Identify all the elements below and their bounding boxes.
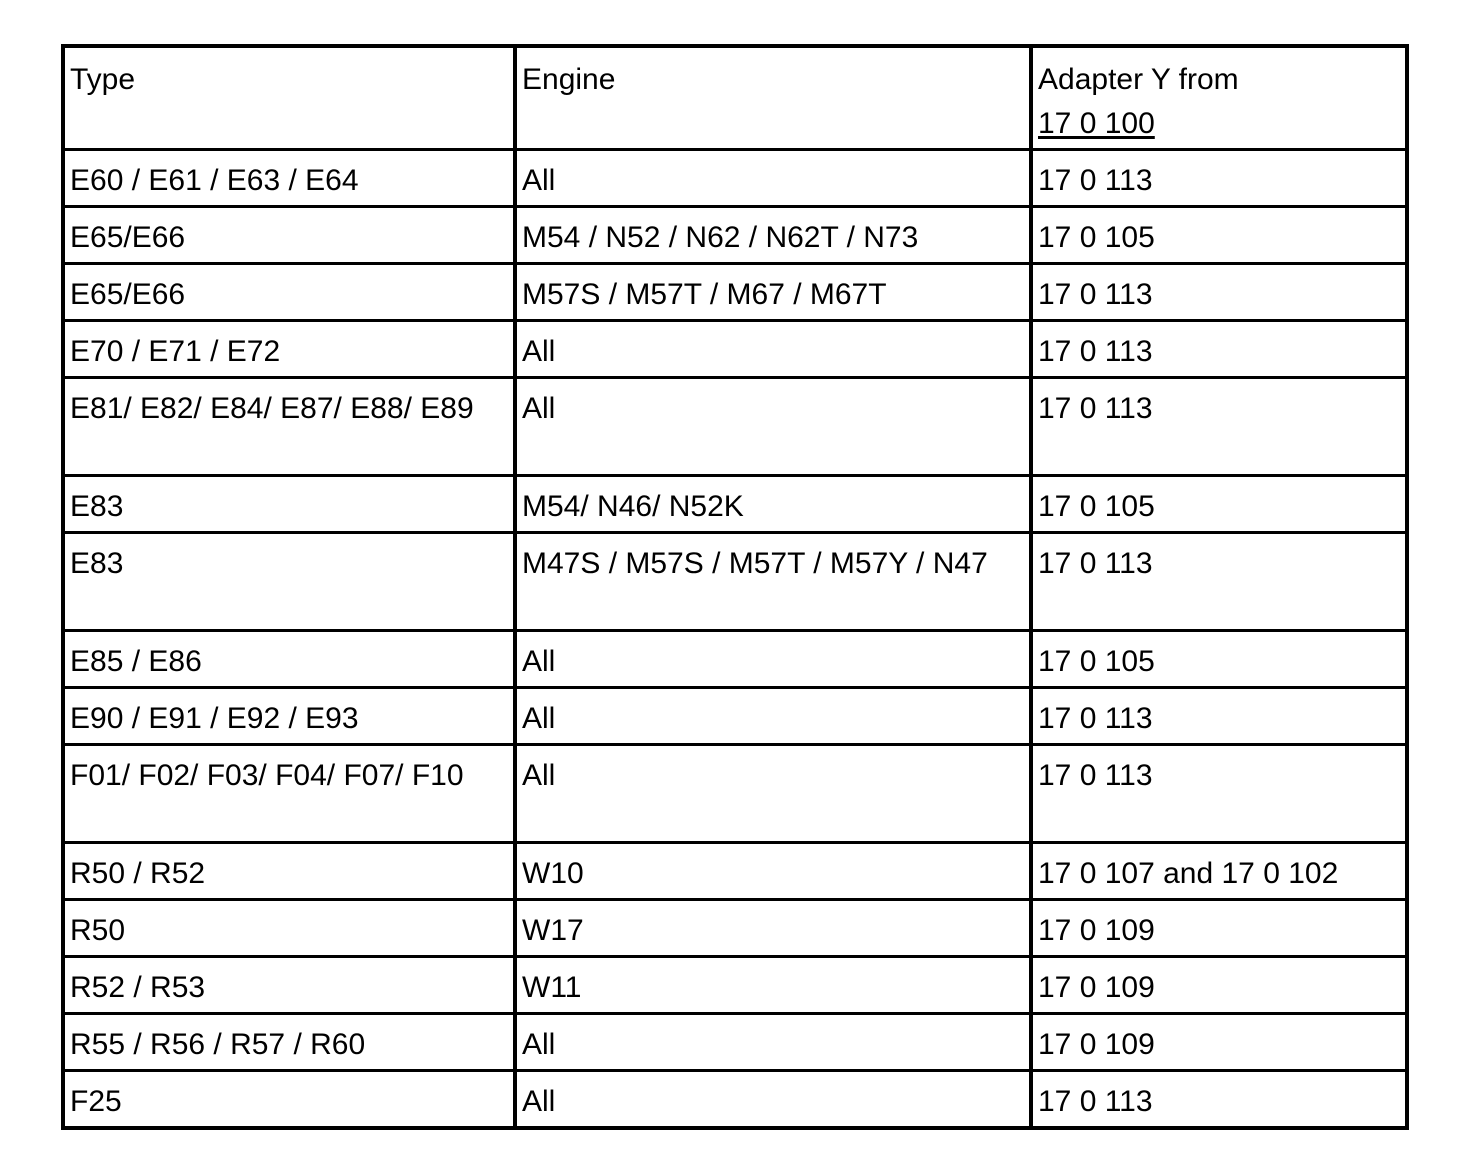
table-row (63, 378, 1407, 476)
cell-adapter: 17 0 113 (1031, 533, 1407, 631)
header-type: Type (63, 46, 515, 150)
cell-engine: W10 (515, 843, 1031, 900)
cell-type: E65/E66 (63, 207, 515, 264)
table-row (63, 1014, 1407, 1071)
cell-adapter: 17 0 113 (1031, 150, 1407, 207)
cell-adapter: 17 0 105 (1031, 207, 1407, 264)
table-row (63, 843, 1407, 900)
cell-adapter: 17 0 113 (1031, 321, 1407, 378)
cell-engine: M54 / N52 / N62 / N62T / N73 (515, 207, 1031, 264)
cell-type: E65/E66 (63, 264, 515, 321)
cell-engine: All (515, 745, 1031, 843)
table-row (63, 476, 1407, 533)
cell-type: F25 (63, 1071, 515, 1129)
cell-adapter: 17 0 105 (1031, 631, 1407, 688)
header-engine: Engine (515, 46, 1031, 150)
table-row (63, 688, 1407, 745)
cell-adapter: 17 0 113 (1031, 1071, 1407, 1129)
cell-engine: M54/ N46/ N52K (515, 476, 1031, 533)
cell-adapter: 17 0 109 (1031, 900, 1407, 957)
cell-type: F01/ F02/ F03/ F04/ F07/ F10 (63, 745, 515, 843)
cell-adapter: 17 0 113 (1031, 688, 1407, 745)
cell-type: R50 (63, 900, 515, 957)
header-adapter (1031, 46, 1407, 150)
table-row (63, 900, 1407, 957)
cell-type: R52 / R53 (63, 957, 515, 1014)
cell-adapter: 17 0 113 (1031, 378, 1407, 476)
cell-engine: All (515, 150, 1031, 207)
adapter-table (61, 44, 1409, 1130)
table-row (63, 631, 1407, 688)
table-row (63, 264, 1407, 321)
cell-engine: M57S / M57T / M67 / M67T (515, 264, 1031, 321)
cell-type: E83 (63, 476, 515, 533)
cell-adapter: 17 0 105 (1031, 476, 1407, 533)
cell-engine: All (515, 378, 1031, 476)
cell-adapter: 17 0 107 and 17 0 102 (1031, 843, 1407, 900)
cell-type: R55 / R56 / R57 / R60 (63, 1014, 515, 1071)
table-row (63, 207, 1407, 264)
table-header-row (63, 46, 1407, 150)
cell-engine: All (515, 1014, 1031, 1071)
table-row (63, 150, 1407, 207)
cell-engine: All (515, 631, 1031, 688)
table-row (63, 1071, 1407, 1129)
cell-type: E85 / E86 (63, 631, 515, 688)
cell-type: E60 / E61 / E63 / E64 (63, 150, 515, 207)
table-row (63, 745, 1407, 843)
cell-type: E81/ E82/ E84/ E87/ E88/ E89 (63, 378, 515, 476)
cell-engine: M47S / M57S / M57T / M57Y / N47 (515, 533, 1031, 631)
cell-adapter: 17 0 113 (1031, 745, 1407, 843)
cell-engine: W17 (515, 900, 1031, 957)
cell-type: R50 / R52 (63, 843, 515, 900)
cell-adapter: 17 0 109 (1031, 1014, 1407, 1071)
cell-type: E83 (63, 533, 515, 631)
cell-adapter: 17 0 113 (1031, 264, 1407, 321)
cell-engine: All (515, 321, 1031, 378)
header-adapter-line2: 17 0 100 (1038, 107, 1155, 140)
cell-adapter: 17 0 109 (1031, 957, 1407, 1014)
cell-engine: All (515, 688, 1031, 745)
cell-engine: All (515, 1071, 1031, 1129)
header-adapter-line1: Adapter Y from (1038, 63, 1239, 96)
table-row (63, 957, 1407, 1014)
cell-type: E90 / E91 / E92 / E93 (63, 688, 515, 745)
table-row (63, 321, 1407, 378)
cell-type: E70 / E71 / E72 (63, 321, 515, 378)
cell-engine: W11 (515, 957, 1031, 1014)
table-row (63, 533, 1407, 631)
